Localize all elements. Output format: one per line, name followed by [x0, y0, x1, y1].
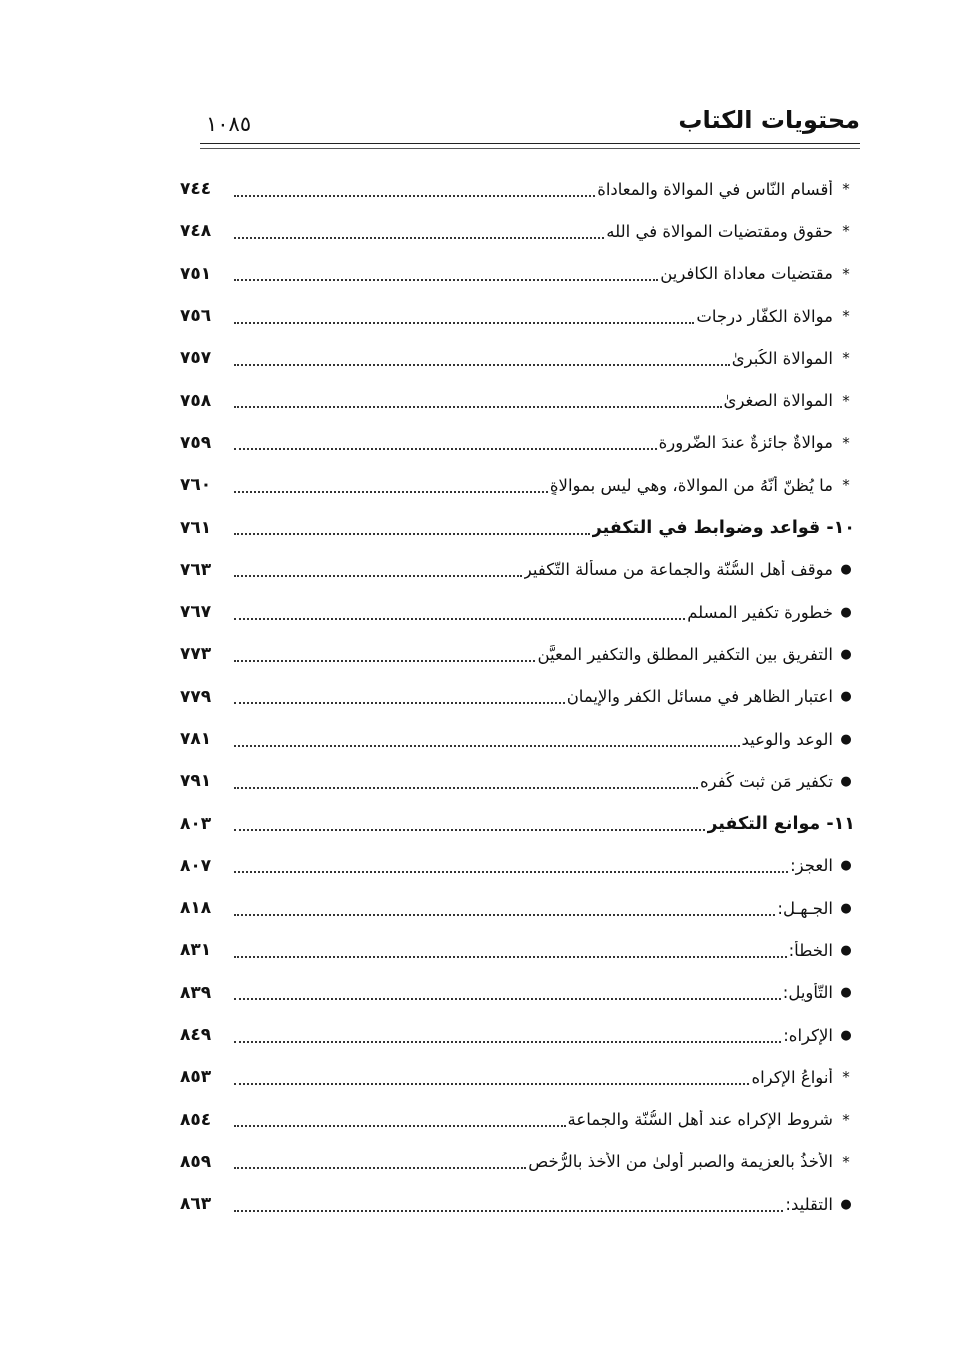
toc-entry — [180, 295, 855, 337]
bullet-icon: ● — [840, 773, 852, 789]
entry-page-number: ٨٥٩ — [180, 1151, 212, 1172]
dot-leader — [234, 828, 705, 831]
entry-page-number: ٧٤٨ — [180, 221, 212, 242]
dot-leader — [234, 997, 781, 1000]
dot-leader — [234, 617, 685, 620]
toc-entry — [180, 972, 855, 1014]
asterisk-icon: * — [842, 391, 850, 410]
dot-leader — [234, 574, 522, 577]
entry-page-number: ٨٥٣ — [180, 1067, 212, 1088]
entry-page-number: ٨١٨ — [180, 898, 212, 919]
entry-page-number: ٧٥١ — [180, 263, 212, 284]
dot-leader — [234, 1082, 749, 1085]
toc-entry — [180, 337, 855, 379]
toc-entry — [180, 549, 855, 591]
toc-entry — [180, 591, 855, 633]
toc-entry — [180, 676, 855, 718]
dot-leader — [234, 701, 565, 704]
dot-leader — [234, 955, 787, 958]
bullet-icon: ● — [840, 858, 852, 874]
asterisk-icon: * — [842, 433, 850, 452]
entry-title: مقتضيات معاداة الكافرين — [660, 264, 833, 284]
dot-leader — [234, 490, 548, 493]
bullet-icon: ● — [840, 731, 852, 747]
toc-entry — [180, 422, 855, 464]
section-heading: ١٠- قواعد وضوابط في التكفير — [591, 517, 855, 538]
page-number: ١٠٨٥ — [206, 112, 252, 136]
entry-title: خطورة تكفير المسلم — [687, 602, 833, 622]
bullet-icon: ● — [840, 646, 852, 662]
entry-page-number: ٧٨١ — [180, 729, 212, 749]
dot-leader — [234, 786, 698, 789]
entry-page-number: ٧٩١ — [180, 771, 212, 792]
entry-title: التّأويل: — [782, 983, 833, 1003]
page-header — [200, 104, 860, 146]
entry-title: العجز: — [790, 856, 833, 876]
entry-title: الجـهـل: — [777, 898, 833, 918]
asterisk-icon: * — [842, 349, 850, 368]
entry-title: الإكراه: — [783, 1025, 833, 1045]
asterisk-icon: * — [842, 264, 850, 283]
toc-entry — [180, 506, 855, 548]
entry-page-number: ٧٥٨ — [180, 390, 212, 411]
entry-page-number: ٨٠٣ — [180, 813, 212, 834]
dot-leader — [234, 405, 722, 408]
asterisk-icon: * — [842, 1068, 850, 1087]
entry-title: شروط الإكراه عند أهل السُّنّة والجماعة — [567, 1110, 833, 1130]
dot-leader — [234, 278, 658, 281]
entry-title: أقسام النّاس في الموالاة والمعاداة — [597, 179, 833, 199]
toc-entry — [180, 718, 855, 760]
dot-leader — [234, 363, 730, 366]
dot-leader — [234, 447, 657, 450]
toc-entry — [180, 1099, 855, 1141]
asterisk-icon: * — [842, 1110, 850, 1129]
entry-title: ما يُظنّ أنّهُ من الموالاة، وهي ليس بموالاةٍ — [549, 475, 833, 495]
entry-title: التقليد: — [785, 1194, 833, 1214]
entry-title: التفريق بين التكفير المطلق والتكفير المعيَّن — [537, 644, 833, 664]
entry-title: الخطأ: — [788, 940, 833, 960]
toc-entry — [180, 760, 855, 802]
bullet-icon: ● — [840, 1027, 852, 1043]
toc-entry — [180, 633, 855, 675]
dot-leader — [234, 1040, 781, 1043]
header-rule-thin — [200, 148, 860, 149]
entry-page-number: ٧٦٠ — [180, 475, 212, 496]
dot-leader — [234, 1166, 526, 1169]
bullet-icon: ● — [840, 604, 852, 620]
entry-page-number: ٨٣٩ — [180, 982, 212, 1003]
entry-title: أنواعُ الإكراه — [751, 1067, 833, 1087]
asterisk-icon: * — [842, 476, 850, 495]
asterisk-icon: * — [842, 1152, 850, 1171]
toc-entry — [180, 929, 855, 971]
entry-page-number: ٧٧٩ — [180, 686, 212, 707]
entry-page-number: ٧٤٤ — [180, 179, 212, 200]
asterisk-icon: * — [842, 222, 850, 241]
entry-page-number: ٧٦٣ — [180, 559, 212, 580]
entry-page-number: ٧٥٦ — [180, 306, 212, 327]
entry-page-number: ٧٥٧ — [180, 348, 212, 369]
bullet-icon: ● — [840, 689, 852, 705]
section-heading: ١١- موانع التكفير — [707, 813, 855, 834]
toc-entry — [180, 210, 855, 252]
dot-leader — [234, 532, 590, 535]
entry-page-number: ٨٠٧ — [180, 855, 212, 876]
header-rule — [200, 143, 860, 144]
asterisk-icon: * — [842, 307, 850, 326]
running-title: محتويات الكتاب — [678, 106, 860, 134]
entry-page-number: ٨٤٩ — [180, 1025, 212, 1046]
entry-page-number: ٧٥٩ — [180, 432, 212, 453]
entry-page-number: ٨٣١ — [180, 940, 212, 961]
bullet-icon: ● — [840, 562, 852, 578]
bullet-icon: ● — [840, 985, 852, 1001]
dot-leader — [234, 321, 694, 324]
entry-page-number: ٧٦٧ — [180, 602, 212, 623]
bullet-icon: ● — [840, 900, 852, 916]
toc-entry — [180, 168, 855, 210]
toc-entry — [180, 1183, 855, 1225]
dot-leader — [234, 744, 740, 747]
entry-title: الأخذُ بالعزيمة والصبر أولىٰ من الأخذ بالرُّخص — [528, 1152, 833, 1172]
toc-entry — [180, 1141, 855, 1183]
entry-title: حقوق ومقتضيات الموالاة في الله — [606, 221, 833, 241]
toc-entry — [180, 845, 855, 887]
entry-title: تكفير مَن ثبت كُفره — [700, 771, 833, 791]
entry-page-number: ٧٦١ — [180, 517, 212, 538]
dot-leader — [234, 659, 535, 662]
bullet-icon: ● — [840, 1196, 852, 1212]
toc-entry — [180, 802, 855, 844]
dot-leader — [234, 1124, 566, 1127]
entry-title: موالاة الكفّار درجات — [696, 306, 833, 326]
dot-leader — [234, 913, 775, 916]
toc-entry — [180, 253, 855, 295]
toc-entry — [180, 379, 855, 421]
bullet-icon: ● — [840, 942, 852, 958]
entry-title: الموالاة الكُبرىٰ — [731, 348, 833, 368]
toc-entry — [180, 887, 855, 929]
toc-entry — [180, 1056, 855, 1098]
asterisk-icon: * — [842, 180, 850, 199]
entry-title: اعتبار الظاهر في مسائل الكفر والإيمان — [566, 687, 833, 707]
dot-leader — [234, 194, 595, 197]
entry-title: الموالاة الصغرىٰ — [723, 391, 833, 411]
dot-leader — [234, 236, 604, 239]
dot-leader — [234, 870, 788, 873]
dot-leader — [234, 1209, 783, 1212]
entry-title: موالاةٌ جائزةٌ عندَ الضّرورة — [658, 433, 833, 453]
entry-title: موقف أهل السُّنّة والجماعة من مسألة التّكفير — [523, 560, 833, 580]
table-of-contents — [180, 168, 855, 1225]
entry-title: الوعد والوعيد — [741, 729, 833, 749]
entry-page-number: ٨٦٣ — [180, 1194, 212, 1215]
entry-page-number: ٧٧٣ — [180, 644, 212, 665]
entry-page-number: ٨٥٤ — [180, 1109, 212, 1130]
toc-entry — [180, 1014, 855, 1056]
toc-entry — [180, 464, 855, 506]
